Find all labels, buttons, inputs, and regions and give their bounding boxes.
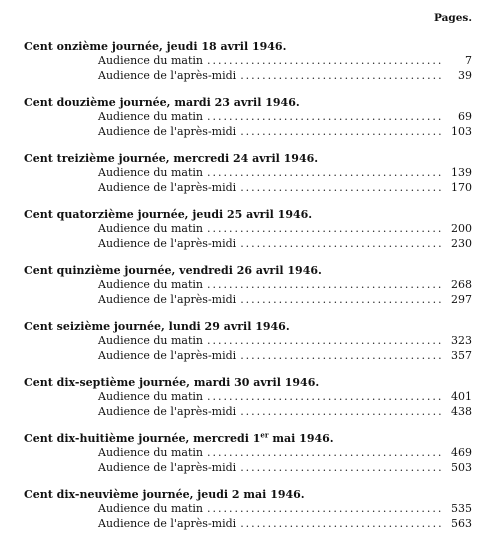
dot-leader	[240, 69, 444, 84]
session-entry	[98, 166, 472, 181]
day-title	[24, 96, 472, 110]
day-title-text: Cent seizième journée, lundi 29 avril 1946.	[24, 320, 290, 333]
day-entry	[24, 432, 472, 475]
day-title-text: Cent dix-neuvième journée, jeudi 2 mai 1946.	[24, 488, 305, 501]
day-entry	[24, 376, 472, 419]
session-entry	[98, 334, 472, 349]
day-entry	[24, 320, 472, 363]
page-number: 469	[451, 446, 472, 459]
day-title-text: Cent dix-huitième journée, mercredi 1	[24, 432, 261, 445]
session-label: Audience du matin	[98, 110, 203, 123]
session-entry	[98, 222, 472, 237]
session-label: Audience de l'après-midi	[98, 292, 237, 306]
ordinal-superscript: er	[260, 430, 269, 440]
dot-leader	[240, 517, 444, 532]
session-entry	[98, 390, 472, 405]
session-entry	[98, 237, 472, 252]
session-label: Audience de l'après-midi	[98, 516, 237, 530]
day-title	[24, 432, 472, 446]
session-label: Audience du matin	[98, 334, 203, 347]
page-number: 401	[451, 390, 472, 403]
page-number: 7	[465, 54, 472, 67]
session-label: Audience de l'après-midi	[98, 348, 237, 362]
session-entry	[98, 293, 472, 308]
day-title	[24, 152, 472, 166]
dot-leader	[207, 502, 444, 517]
session-label: Audience de l'après-midi	[98, 236, 237, 250]
day-entry	[24, 208, 472, 251]
session-label: Audience du matin	[98, 166, 203, 179]
day-title-text: Cent treizième journée, mercredi 24 avril 1946.	[24, 152, 319, 165]
day-title-text: Cent dix-septième journée, mardi 30 avril 1946.	[24, 376, 320, 389]
page-number: 503	[451, 460, 472, 474]
dot-leader	[240, 461, 444, 476]
session-label: Audience du matin	[98, 390, 203, 403]
day-title	[24, 488, 472, 502]
day-entry	[24, 152, 472, 195]
session-label: Audience du matin	[98, 502, 203, 515]
dot-leader	[207, 166, 444, 181]
day-title	[24, 376, 472, 390]
dot-leader	[240, 293, 444, 308]
dot-leader	[207, 334, 444, 349]
session-entry	[98, 349, 472, 364]
dot-leader	[240, 125, 444, 140]
day-title	[24, 208, 472, 222]
day-entry	[24, 40, 472, 83]
dot-leader	[207, 110, 444, 125]
day-title-text: Cent onzième journée, jeudi 18 avril 1946.	[24, 40, 287, 53]
page-number: 103	[451, 124, 472, 138]
session-entry	[98, 278, 472, 293]
day-title	[24, 40, 472, 54]
page-number: 438	[451, 404, 472, 418]
page-number: 39	[458, 68, 472, 82]
dot-leader	[240, 237, 444, 252]
session-entry	[98, 517, 472, 532]
day-entry	[24, 488, 472, 531]
table-of-contents	[24, 40, 472, 544]
page-number: 323	[451, 334, 472, 347]
dot-leader	[240, 349, 444, 364]
session-label: Audience de l'après-midi	[98, 404, 237, 418]
day-title-text: Cent douzième journée, mardi 23 avril 1946.	[24, 96, 300, 109]
day-title-text-continued: mai 1946.	[268, 432, 334, 445]
session-label: Audience de l'après-midi	[98, 180, 237, 194]
session-label: Audience du matin	[98, 54, 203, 67]
page-number: 297	[451, 292, 472, 306]
page-number: 357	[451, 348, 472, 362]
session-entry	[98, 461, 472, 476]
session-entry	[98, 405, 472, 420]
dot-leader	[207, 446, 444, 461]
session-entry	[98, 125, 472, 140]
session-label: Audience du matin	[98, 446, 203, 459]
session-entry	[98, 502, 472, 517]
page-number: 139	[451, 166, 472, 179]
session-label: Audience de l'après-midi	[98, 460, 237, 474]
page-number: 563	[451, 516, 472, 530]
day-entry	[24, 264, 472, 307]
dot-leader	[207, 222, 444, 237]
page-number: 170	[451, 180, 472, 194]
day-title-text: Cent quatorzième journée, jeudi 25 avril 1946.	[24, 208, 313, 221]
pages-column-header: Pages.	[433, 12, 472, 24]
page-number: 200	[451, 222, 472, 235]
session-label: Audience du matin	[98, 222, 203, 235]
day-title	[24, 320, 472, 334]
page-number: 535	[451, 502, 472, 515]
session-label: Audience de l'après-midi	[98, 124, 237, 138]
dot-leader	[207, 54, 444, 69]
session-label: Audience du matin	[98, 278, 203, 291]
day-title-text: Cent quinzième journée, vendredi 26 avril 1946.	[24, 264, 322, 277]
dot-leader	[207, 390, 444, 405]
session-entry	[98, 54, 472, 69]
session-entry	[98, 181, 472, 196]
dot-leader	[207, 278, 444, 293]
page-number: 268	[451, 278, 472, 291]
page-number: 230	[451, 236, 472, 250]
session-label: Audience de l'après-midi	[98, 68, 237, 82]
session-entry	[98, 69, 472, 84]
day-title	[24, 264, 472, 278]
dot-leader	[240, 181, 444, 196]
session-entry	[98, 446, 472, 461]
day-entry	[24, 96, 472, 139]
dot-leader	[240, 405, 444, 420]
page-number: 69	[458, 110, 472, 123]
session-entry	[98, 110, 472, 125]
